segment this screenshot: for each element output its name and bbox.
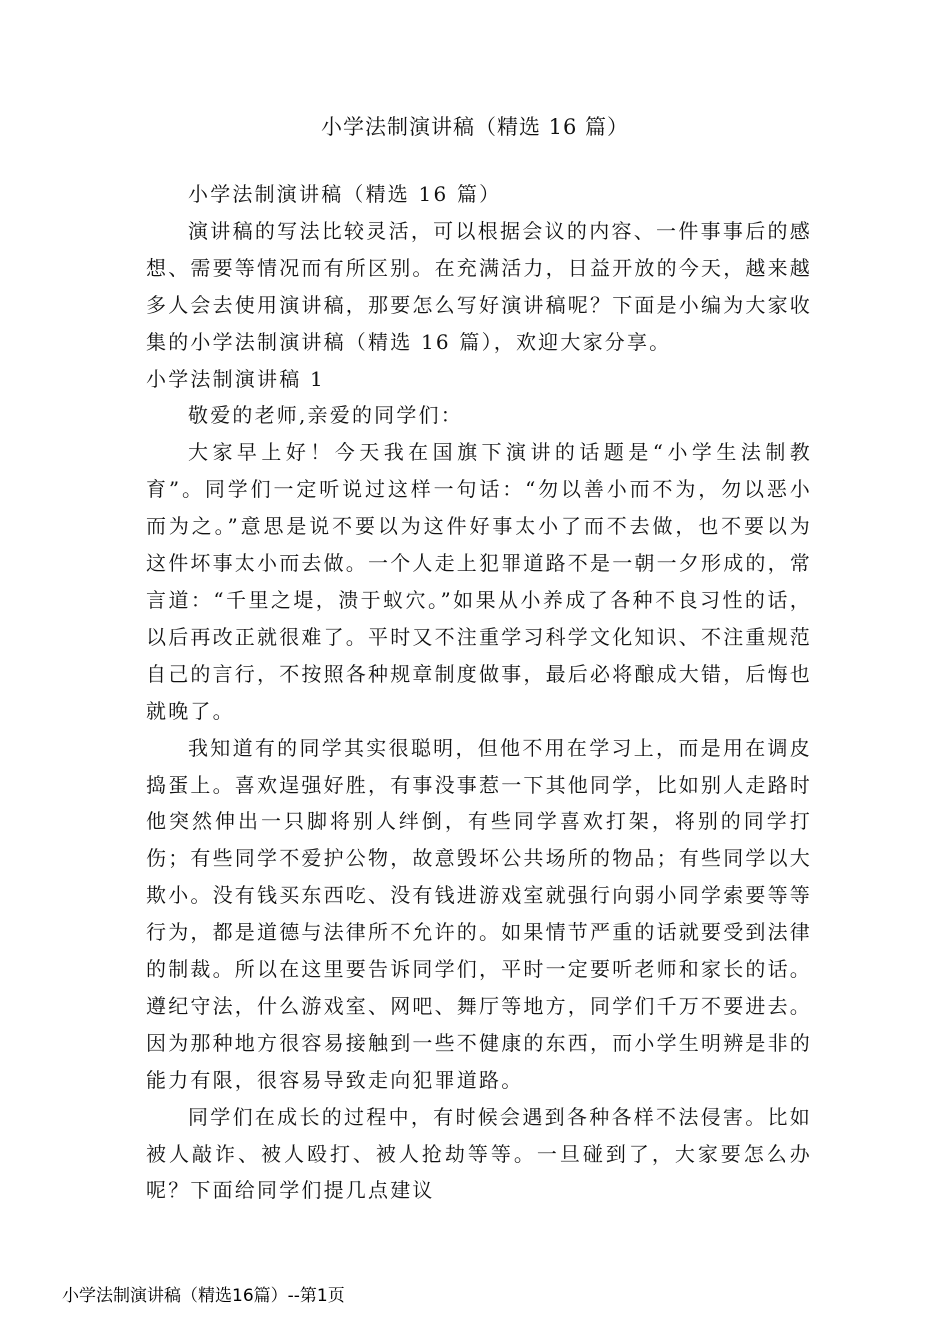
- paragraph-body-2: 我知道有的同学其实很聪明，但他不用在学习上，而是用在调皮捣蛋上。喜欢逞强好胜，有事没事惹一下其他同学，比如别人走路时他突然伸出一只脚将别人绊倒，有些同学喜欢打架，将别的同学打伤；有些同学不爱护公物，故意毁坏公共场所的物品；有些同学以大欺小。没有钱买东西吃、没有钱进游戏室就强行向弱小同学索要等等行为，都是道德与法律所不允许的。如果情节严重的话就要受到法律的制裁。所以在这里要告诉同学们，平时一定要听老师和家长的话。遵纪守法，什么游戏室、网吧、舞厅等地方，同学们千万不要进去。因为那种地方很容易接触到一些不健康的东西，而小学生明辨是非的能力有限，很容易导致走向犯罪道路。: [146, 735, 812, 1092]
- section-heading-1: 小学法制演讲稿 1: [146, 366, 325, 391]
- paragraph-subtitle: 小学法制演讲稿（精选 16 篇）: [188, 182, 502, 206]
- page-footer: 小学法制演讲稿（精选16篇）--第1页: [62, 1286, 345, 1306]
- document-title: 小学法制演讲稿（精选 16 篇）: [320, 115, 630, 139]
- paragraph-intro: 演讲稿的写法比较灵活，可以根据会议的内容、一件事事后的感想、需要等情况而有所区别。在充满活力，日益开放的今天，越来越多人会去使用演讲稿，那要怎么写好演讲稿呢？下面是小编为大家收集的小学法制演讲稿（精选 16 篇），欢迎大家分享。: [146, 218, 812, 354]
- paragraph-body-1: 大家早上好！今天我在国旗下演讲的话题是“小学生法制教育”。同学们一定听说过这样一句话：“勿以善小而不为，勿以恶小而为之。”意思是说不要以为这件好事太小了而不去做，也不要以为这件坏事太小而去做。一个人走上犯罪道路不是一朝一夕形成的，常言道：“千里之堤，溃于蚁穴。”如果从小养成了各种不良习性的话，以后再改正就很难了。平时又不注重学习科学文化知识、不注重规范自己的言行，不按照各种规章制度做事，最后必将酿成大错，后悔也就晚了。: [146, 440, 812, 723]
- document-body: [146, 176, 812, 1209]
- paragraph-salutation: 敬爱的老师,亲爱的同学们：: [188, 403, 463, 428]
- paragraph-body-3: 同学们在成长的过程中，有时候会遇到各种各样不法侵害。比如被人敲诈、被人殴打、被人抢劫等等。一旦碰到了，大家要怎么办呢？下面给同学们提几点建议: [146, 1104, 812, 1203]
